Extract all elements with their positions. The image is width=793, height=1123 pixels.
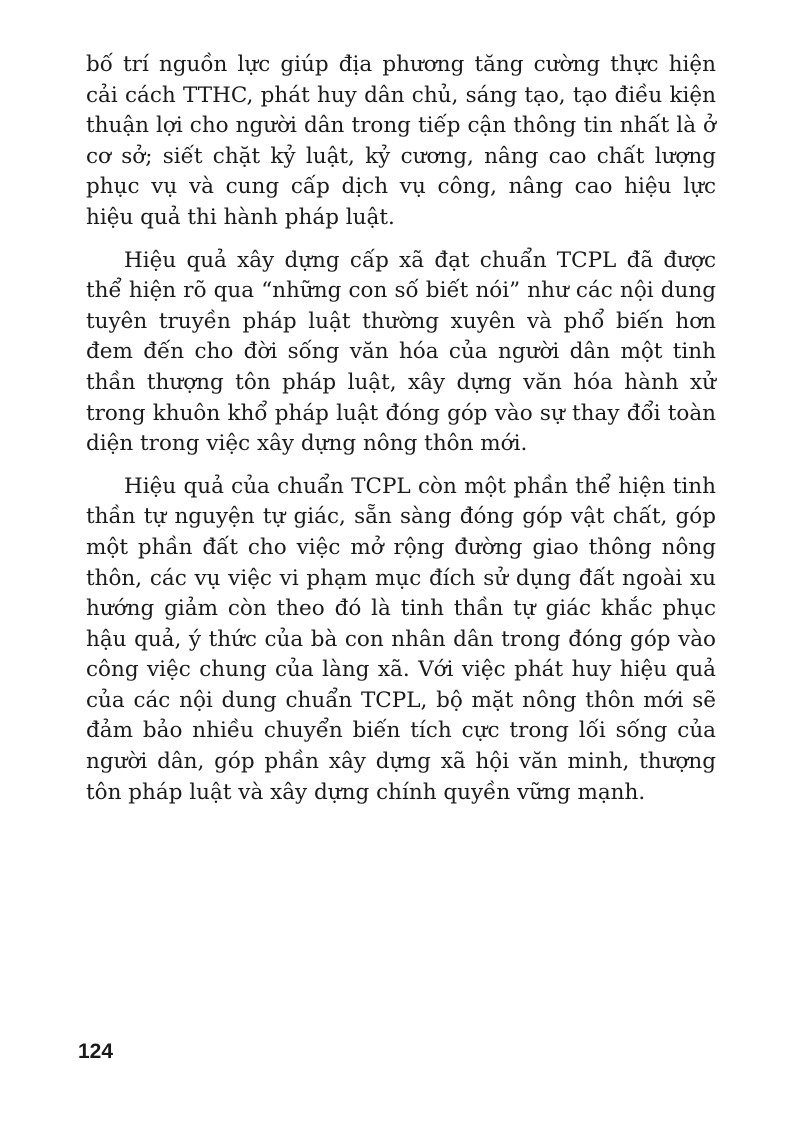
body-text xyxy=(86,50,716,808)
paragraph-effectiveness: Hiệu quả xây dựng cấp xã đạt chuẩn TCPL đã được thể hiện rõ qua “những con số biết nói” như các nội dung tuyên truyền pháp luật thường xuyên và phổ biến hơn đem đến cho đời sống văn hóa của người dân một tinh thần thượng tôn pháp luật, xây dựng văn hóa hành xử trong khuôn khổ pháp luật đóng góp vào sự thay đổi toàn diện trong việc xây dựng nông thôn mới. xyxy=(86,247,716,457)
page-number: 124 xyxy=(78,1040,114,1063)
paragraph-continuation: bố trí nguồn lực giúp địa phương tăng cường thực hiện cải cách TTHC, phát huy dân chủ, sáng tạo, tạo điều kiện thuận lợi cho người dân trong tiếp cận thông tin nhất là ở cơ sở; siết chặt kỷ luật, kỷ cương, nâng cao chất lượng phục vụ và cung cấp dịch vụ công, nâng cao hiệu lực hiệu quả thi hành pháp luật. xyxy=(86,52,716,230)
paragraph-standard-impact: Hiệu quả của chuẩn TCPL còn một phần thể hiện tinh thần tự nguyện tự giác, sẵn sàng đóng góp vật chất, góp một phần đất cho việc mở rộng đường giao thông nông thôn, các vụ việc vi phạm mục đích sử dụng đất ngoài xu hướng giảm còn theo đó là tinh thần tự giác khắc phục hậu quả, ý thức của bà con nhân dân trong đóng góp vào công việc chung của làng xã. Với việc phát huy hiệu quả của các nội dung chuẩn TCPL, bộ mặt nông thôn mới sẽ đảm bảo nhiều chuyển biến tích cực trong lối sống của người dân, góp phần xây dựng xã hội văn minh, thượng tôn pháp luật và xây dựng chính quyền vững mạnh. xyxy=(86,473,716,805)
